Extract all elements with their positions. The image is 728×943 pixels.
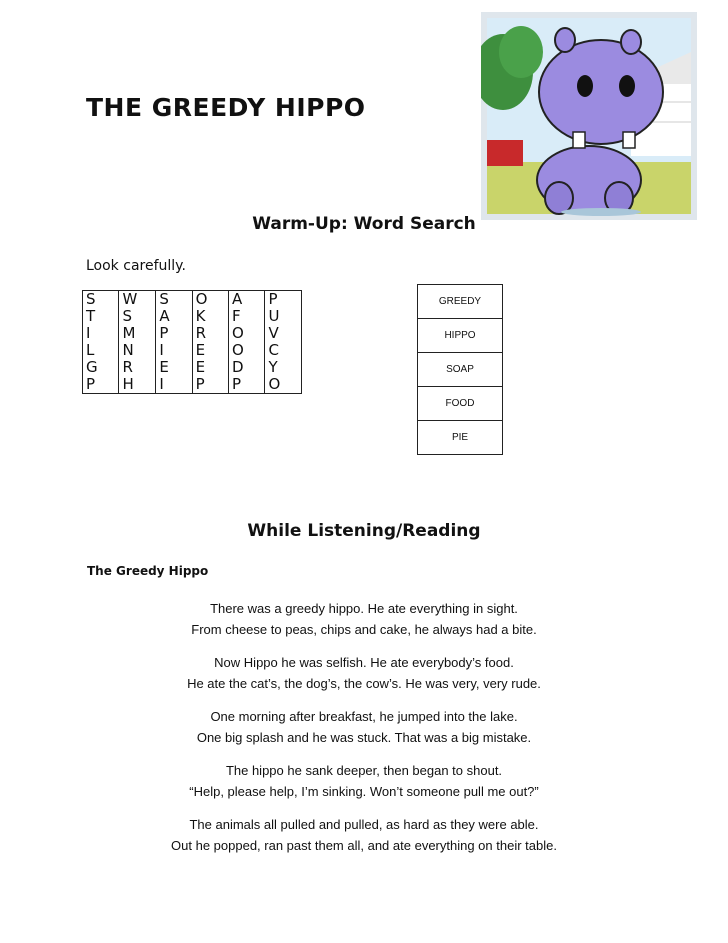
grid-letter: I <box>83 325 119 342</box>
grid-letter: P <box>265 291 302 309</box>
word-search-grid <box>82 290 302 394</box>
poem-line: One morning after breakfast, he jumped into the lake. <box>210 709 518 724</box>
poem-line: The hippo he sank deeper, then began to shout. <box>225 763 503 778</box>
stanza <box>0 814 728 856</box>
poem-line: The animals all pulled and pulled, as hard as they were able. <box>189 817 539 832</box>
grid-letter: T <box>83 308 119 325</box>
poem-line: Out he popped, ran past them all, and ate everything on their table. <box>171 838 557 853</box>
grid-row <box>83 376 302 394</box>
grid-letter: V <box>265 325 302 342</box>
grid-letter: Y <box>265 359 302 376</box>
grid-letter: P <box>192 376 228 394</box>
story-title: The Greedy Hippo <box>87 564 209 578</box>
grid-letter: O <box>265 376 302 394</box>
grid-letter: N <box>119 342 156 359</box>
stanza <box>0 598 728 640</box>
grid-row <box>83 291 302 309</box>
stanza <box>0 760 728 802</box>
page-title: THE GREEDY HIPPO <box>86 93 366 122</box>
grid-row <box>83 342 302 359</box>
word-list-item: HIPPO <box>418 319 503 353</box>
grid-letter: K <box>192 308 228 325</box>
reading-heading: While Listening/Reading <box>247 521 481 541</box>
poem-line: One big splash and he was stuck. That was a big mistake. <box>196 730 532 745</box>
hippo-illustration <box>481 12 697 220</box>
word-list <box>417 284 503 455</box>
instruction-text: Look carefully. <box>86 258 186 274</box>
grid-row <box>83 325 302 342</box>
grid-letter: D <box>229 359 265 376</box>
grid-letter: G <box>83 359 119 376</box>
poem-line: “Help, please help, I’m sinking. Won’t someone pull me out?” <box>189 784 539 799</box>
grid-letter: I <box>156 376 192 394</box>
grid-letter: E <box>192 342 228 359</box>
grid-letter: O <box>229 325 265 342</box>
warmup-heading: Warm-Up: Word Search <box>252 214 476 234</box>
grid-letter: A <box>229 291 265 309</box>
grid-letter: A <box>156 308 192 325</box>
grid-letter: S <box>83 291 119 309</box>
grid-letter: E <box>156 359 192 376</box>
grid-letter: C <box>265 342 302 359</box>
grid-letter: L <box>83 342 119 359</box>
poem <box>0 598 728 868</box>
grid-letter: R <box>119 359 156 376</box>
grid-letter: U <box>265 308 302 325</box>
stanza <box>0 652 728 694</box>
word-list-item: GREEDY <box>418 285 503 319</box>
poem-line: There was a greedy hippo. He ate everything in sight. <box>210 601 518 616</box>
grid-letter: E <box>192 359 228 376</box>
grid-row <box>83 359 302 376</box>
word-list-item: PIE <box>418 421 503 455</box>
grid-letter: O <box>229 342 265 359</box>
grid-letter: O <box>192 291 228 309</box>
grid-letter: F <box>229 308 265 325</box>
word-list-item: SOAP <box>418 353 503 387</box>
grid-letter: P <box>156 325 192 342</box>
grid-letter: M <box>119 325 156 342</box>
grid-letter: P <box>83 376 119 394</box>
word-list-item: FOOD <box>418 387 503 421</box>
grid-letter: I <box>156 342 192 359</box>
grid-letter: S <box>119 308 156 325</box>
grid-letter: P <box>229 376 265 394</box>
grid-letter: R <box>192 325 228 342</box>
poem-line: From cheese to peas, chips and cake, he always had a bite. <box>191 622 537 637</box>
grid-letter: W <box>119 291 156 309</box>
stanza <box>0 706 728 748</box>
poem-line: He ate the cat’s, the dog’s, the cow’s. He was very, very rude. <box>187 676 541 691</box>
grid-row <box>83 308 302 325</box>
grid-letter: S <box>156 291 192 309</box>
poem-line: Now Hippo he was selfish. He ate everybody’s food. <box>214 655 514 670</box>
grid-letter: H <box>119 376 156 394</box>
